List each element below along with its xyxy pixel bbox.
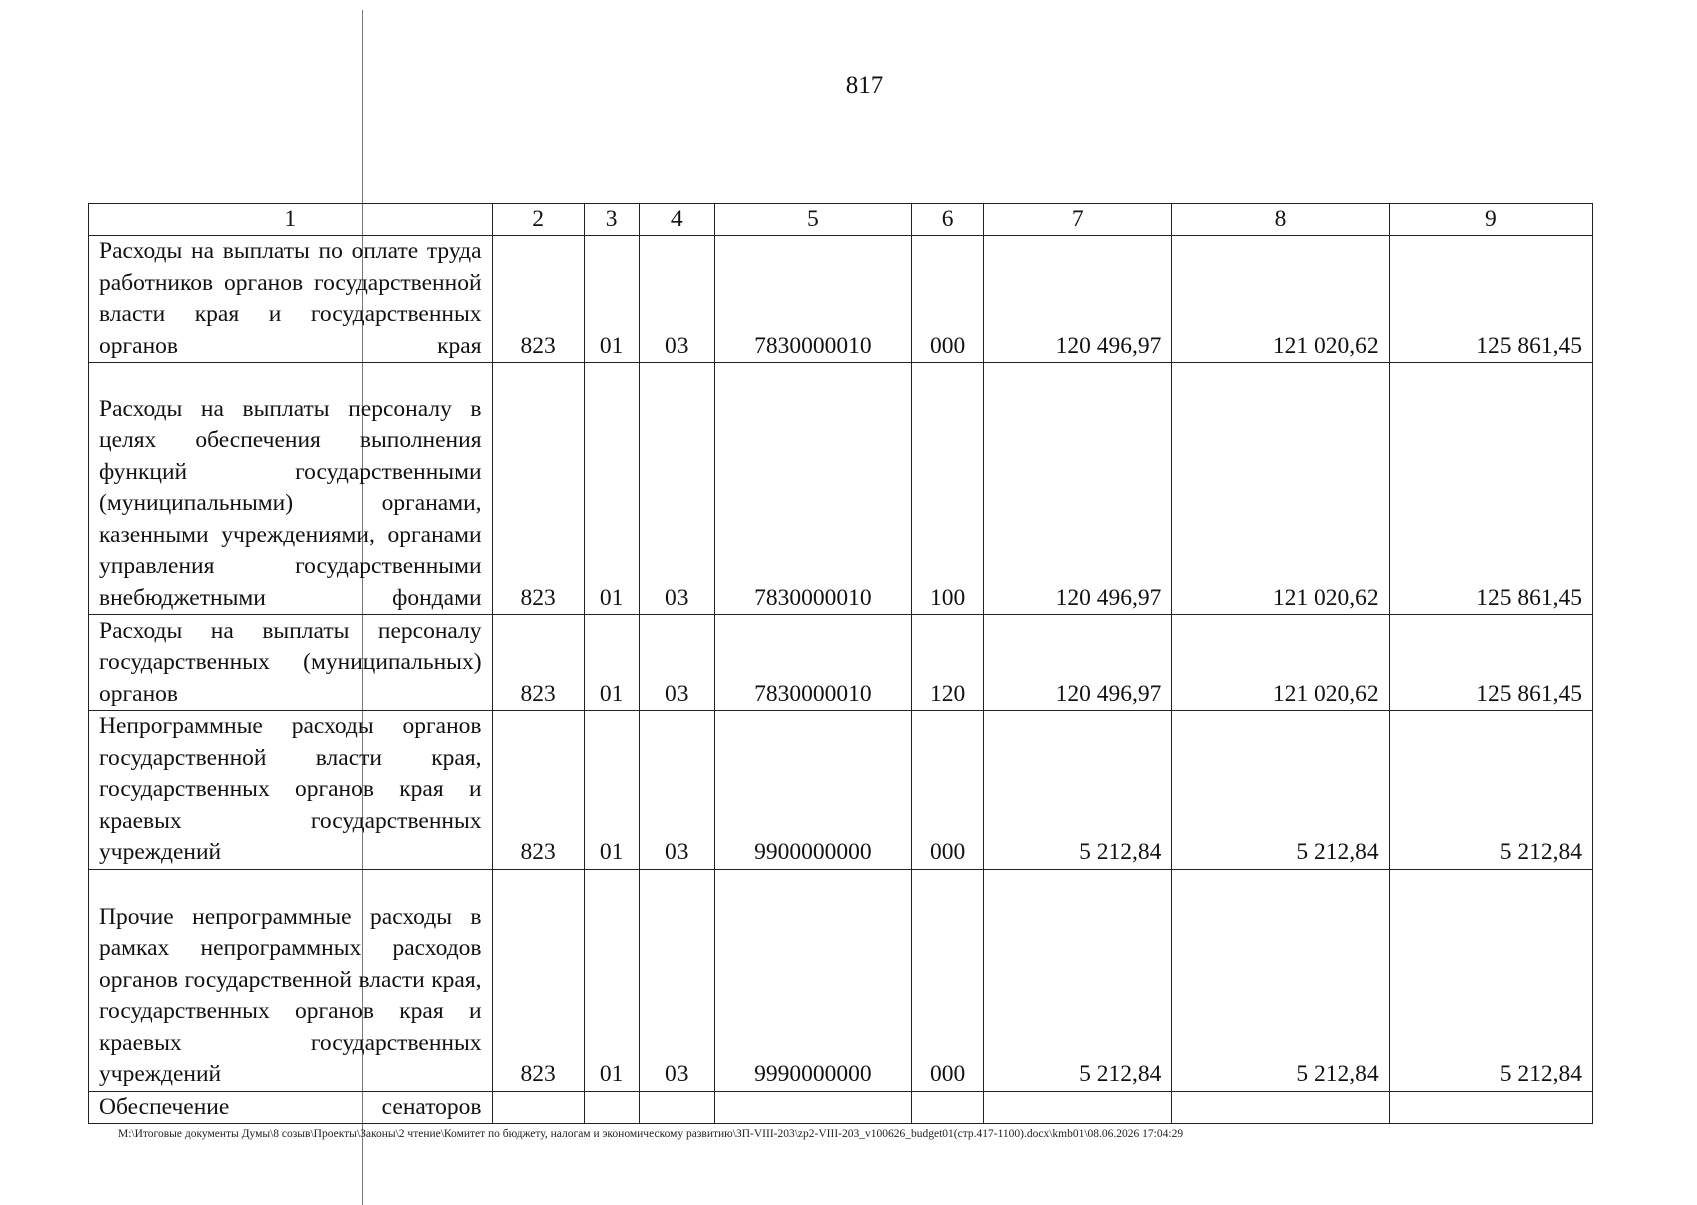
table-row xyxy=(89,711,1593,870)
column-header-8: 8 xyxy=(1172,204,1389,236)
cell-col4 xyxy=(639,1091,714,1124)
cell-col9: 125 861,45 xyxy=(1389,363,1592,615)
cell-col6 xyxy=(912,1091,984,1124)
cell-col7: 120 496,97 xyxy=(984,236,1172,363)
cell-col3: 01 xyxy=(584,236,639,363)
cell-col2: 823 xyxy=(492,869,584,1091)
cell-col3: 01 xyxy=(584,615,639,711)
cell-col5: 7830000010 xyxy=(714,615,911,711)
column-header-5: 5 xyxy=(714,204,911,236)
cell-col3 xyxy=(584,1091,639,1124)
row-description: Непрограммные расходы органов государственной власти края, государственных органов края и краевых государственных учреждений xyxy=(89,711,493,870)
cell-col5: 9900000000 xyxy=(714,711,911,870)
row-description: Расходы на выплаты персоналу государственных (муниципальных) органов xyxy=(89,615,493,711)
cell-col7: 120 496,97 xyxy=(984,363,1172,615)
column-header-4: 4 xyxy=(639,204,714,236)
cell-col4: 03 xyxy=(639,615,714,711)
cell-col7: 5 212,84 xyxy=(984,869,1172,1091)
budget-table xyxy=(88,203,1593,1124)
cell-col4: 03 xyxy=(639,869,714,1091)
cell-col7: 5 212,84 xyxy=(984,711,1172,870)
cell-col9 xyxy=(1389,1091,1592,1124)
column-header-7: 7 xyxy=(984,204,1172,236)
cell-col7 xyxy=(984,1091,1172,1124)
table-row xyxy=(89,363,1593,615)
cell-col4: 03 xyxy=(639,236,714,363)
cell-col3: 01 xyxy=(584,869,639,1091)
document-footer-path: M:\Итоговые документы Думы\8 созыв\Проекты\Законы\2 чтение\Комитет по бюджету, налогам и экономическому развитию\ЗП-VIII-203\zp2-VIII-203_v100626_budget01(стр.417-1100).docx\kmb01\08.06.2026 17:04:29 xyxy=(118,1128,1184,1140)
cell-col8: 121 020,62 xyxy=(1172,236,1389,363)
cell-col8: 5 212,84 xyxy=(1172,869,1389,1091)
cell-col6: 120 xyxy=(912,615,984,711)
table-row xyxy=(89,236,1593,363)
cell-col9: 5 212,84 xyxy=(1389,711,1592,870)
column-header-9: 9 xyxy=(1389,204,1592,236)
cell-col2: 823 xyxy=(492,363,584,615)
cell-col3: 01 xyxy=(584,711,639,870)
cell-col9: 5 212,84 xyxy=(1389,869,1592,1091)
cell-col8 xyxy=(1172,1091,1389,1124)
column-header-6: 6 xyxy=(912,204,984,236)
cell-col6: 100 xyxy=(912,363,984,615)
row-description: Расходы на выплаты по оплате труда работников органов государственной власти края и государственных органов края xyxy=(89,236,493,363)
row-description: Расходы на выплаты персоналу в целях обеспечения выполнения функций государственными (муниципальными) органами, казенными учреждениями, органами управления государственными внебюджетными фондами xyxy=(89,363,493,615)
cell-col8: 121 020,62 xyxy=(1172,615,1389,711)
cell-col5 xyxy=(714,1091,911,1124)
cell-col8: 121 020,62 xyxy=(1172,363,1389,615)
cell-col4: 03 xyxy=(639,711,714,870)
row-description: Обеспечение сенаторов xyxy=(89,1091,493,1124)
column-header-3: 3 xyxy=(584,204,639,236)
cell-col6: 000 xyxy=(912,869,984,1091)
cell-col9: 125 861,45 xyxy=(1389,615,1592,711)
cell-col5: 7830000010 xyxy=(714,236,911,363)
cell-col2: 823 xyxy=(492,615,584,711)
page-number: 817 xyxy=(845,72,884,99)
cell-col2 xyxy=(492,1091,584,1124)
table-row xyxy=(89,615,1593,711)
cell-col5: 7830000010 xyxy=(714,363,911,615)
column-header-1: 1 xyxy=(89,204,493,236)
cell-col2: 823 xyxy=(492,236,584,363)
table-header-row xyxy=(89,204,1593,236)
row-description: Прочие непрограммные расходы в рамках непрограммных расходов органов государственной власти края, государственных органов края и краевых государственных учреждений xyxy=(89,869,493,1091)
table-row xyxy=(89,1091,1593,1124)
column-header-2: 2 xyxy=(492,204,584,236)
cell-col2: 823 xyxy=(492,711,584,870)
cell-col7: 120 496,97 xyxy=(984,615,1172,711)
cell-col6: 000 xyxy=(912,236,984,363)
cell-col3: 01 xyxy=(584,363,639,615)
cell-col4: 03 xyxy=(639,363,714,615)
cell-col9: 125 861,45 xyxy=(1389,236,1592,363)
cell-col6: 000 xyxy=(912,711,984,870)
cell-col5: 9990000000 xyxy=(714,869,911,1091)
cell-col8: 5 212,84 xyxy=(1172,711,1389,870)
table-row xyxy=(89,869,1593,1091)
